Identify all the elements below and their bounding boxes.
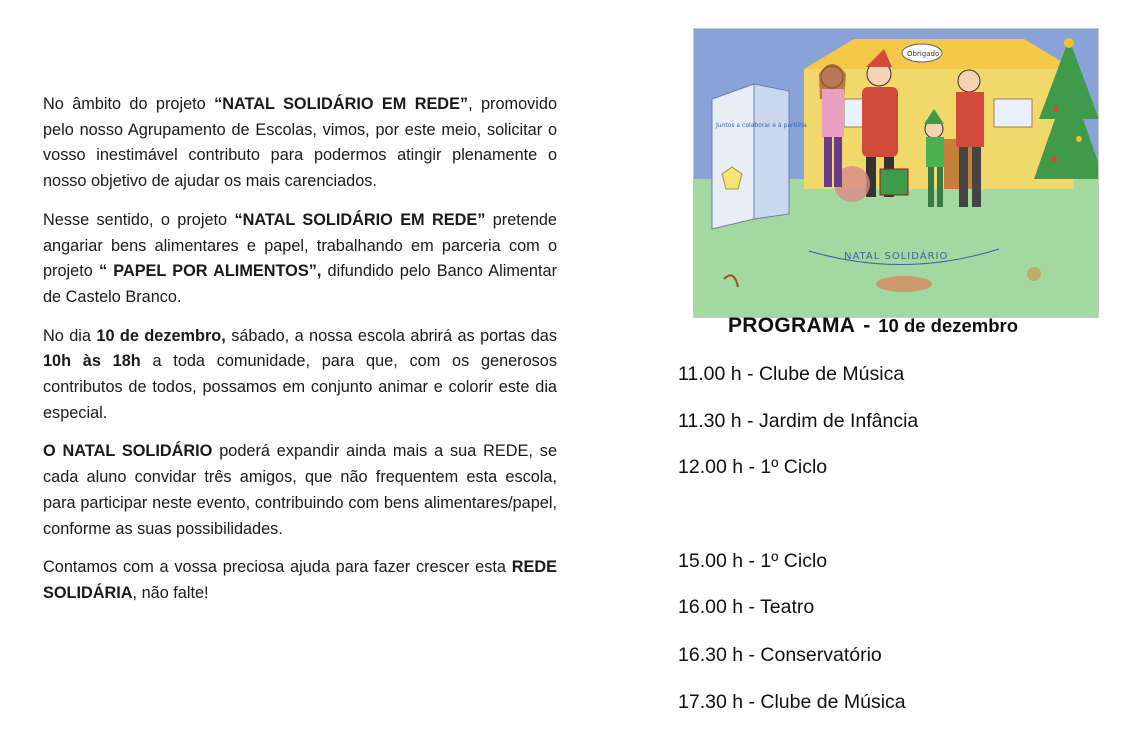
programa-separator: - <box>863 314 871 337</box>
schedule-item: 11.00 h - Clube de Música <box>678 363 905 385</box>
schedule-item: 16.30 h - Conservatório <box>678 644 882 666</box>
paragraph-4: O NATAL SOLIDÁRIO poderá expandir ainda mais a sua REDE, se cada aluno convidar três amigos, que não frequentem esta escola, para participar neste evento, contribuindo com bens alimentares/papel, conforme as suas possibilidades. <box>43 442 558 538</box>
intro-text <box>43 92 557 620</box>
box-label: Juntos a colaborar e à partilha <box>716 122 807 129</box>
flower-doodle <box>1027 267 1041 281</box>
schedule-item: 16.00 h - Teatro <box>678 596 815 618</box>
christmas-drawing <box>693 28 1099 318</box>
drawing-svg <box>694 29 1098 317</box>
food-doodle <box>876 276 932 292</box>
schedule-item: 12.00 h - 1º Ciclo <box>678 456 828 478</box>
paragraph-2: Nesse sentido, o projeto “NATAL SOLIDÁRIO EM REDE” pretende angariar bens alimentares e papel, trabalhando em parceria com o projeto “ PAPEL POR ALIMENTOS”, difundido pelo Banco Alimentar de Castelo Branco. <box>43 210 557 306</box>
programa-label: PROGRAMA <box>728 314 856 337</box>
schedule-item: 11.30 h - Jardim de Infância <box>678 410 919 432</box>
schedule-item: 17.30 h - Clube de Música <box>678 691 906 713</box>
banner-text: NATAL SOLIDÁRIO <box>844 251 949 262</box>
programa-title <box>728 314 1018 338</box>
programa-date: 10 de dezembro <box>878 315 1019 336</box>
paragraph-3: No dia 10 de dezembro, sábado, a nossa escola abrirá as portas das 10h às 18h a toda comunidade, para que, com os generosos contributos de todos, possamos em conjunto animar e colorir este dia especial. <box>43 326 557 422</box>
paragraph-1: No âmbito do projeto “NATAL SOLIDÁRIO EM REDE”, promovido pelo nosso Agrupamento de Escolas, vimos, por este meio, solicitar o vosso inestimável contributo para podermos atingir plenamente o nosso objetivo de ajudar os mais carenciados. <box>43 95 557 191</box>
speech-text: Obrigado <box>907 50 940 58</box>
schedule-item: 15.00 h - 1º Ciclo <box>678 550 828 572</box>
paragraph-5: Contamos com a vossa preciosa ajuda para fazer crescer esta REDE SOLIDÁRIA, não falte! <box>43 558 557 602</box>
